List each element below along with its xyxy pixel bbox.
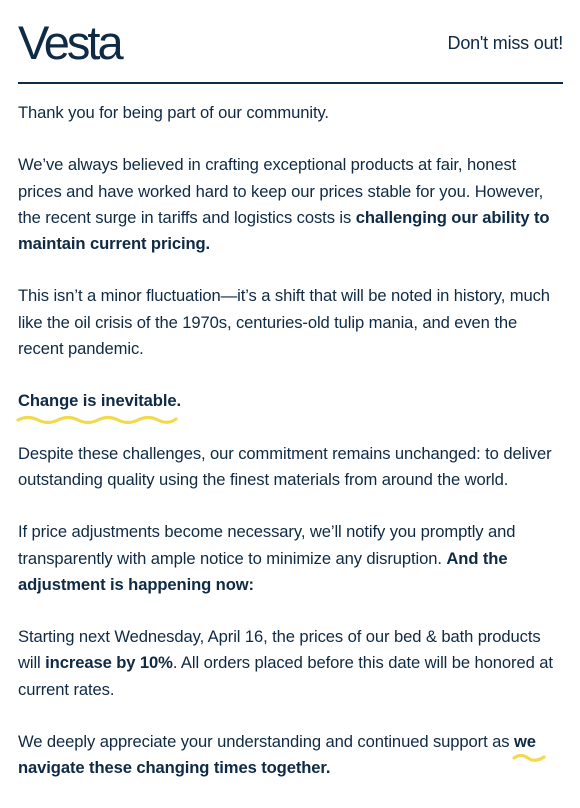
appreciation-we-text: we [513, 732, 536, 752]
commitment-paragraph [18, 441, 563, 494]
change-paragraph [18, 388, 563, 414]
appreciation-text: We deeply appreciate your understanding and continued support as [18, 732, 514, 752]
yellow-squiggle-underline [16, 414, 178, 424]
price-increase-text-after: . All orders placed before this date will be honored at current rates. [18, 653, 553, 699]
price-increase-emphasis: increase by 10% [45, 653, 173, 673]
email-body [18, 100, 563, 808]
greeting-paragraph [18, 100, 563, 126]
change-highlight [18, 388, 181, 414]
pricing-intro-emphasis: challenging our ability to maintain current pricing. [18, 207, 550, 254]
change-highlight-text: Change is inevitable. [18, 391, 181, 411]
history-text: This isn’t a minor fluctuation—it’s a shift that will be noted in history, much like the oil crisis of the 1970s, centuries-old tulip mania, and even the recent pandemic. [18, 286, 550, 359]
price-increase-text-before: Starting next Wednesday, April 16, the prices of our bed & bath products will [18, 627, 541, 673]
pricing-intro-paragraph [18, 152, 563, 257]
logo-text: Vesta [18, 18, 121, 66]
email-header [18, 18, 563, 84]
adjustment-text: If price adjustments become necessary, we’ll notify you promptly and transparently with ample notice to minimize any disruption. [18, 522, 516, 568]
pricing-intro-text: We’ve always believed in crafting exceptional products at fair, honest prices and have worked hard to keep our prices stable for you. However, the recent surge in tariffs and logistics costs is [18, 155, 544, 227]
appreciation-we-highlight [514, 732, 536, 751]
adjustment-emphasis: And the adjustment is happening now: [18, 548, 508, 594]
header-tagline: Don't miss out! [447, 33, 563, 53]
history-paragraph [18, 283, 563, 362]
price-increase-paragraph [18, 624, 563, 703]
commitment-text: Despite these challenges, our commitment remains unchanged: to deliver outstanding quality using the finest materials from around the world. [18, 443, 552, 489]
appreciation-emphasis: navigate these changing times together. [18, 758, 331, 778]
adjustment-paragraph [18, 519, 563, 598]
yellow-squiggle-underline-small [512, 752, 546, 762]
greeting-text: Thank you for being part of our community. [18, 103, 329, 122]
vesta-logo[interactable] [18, 18, 163, 66]
